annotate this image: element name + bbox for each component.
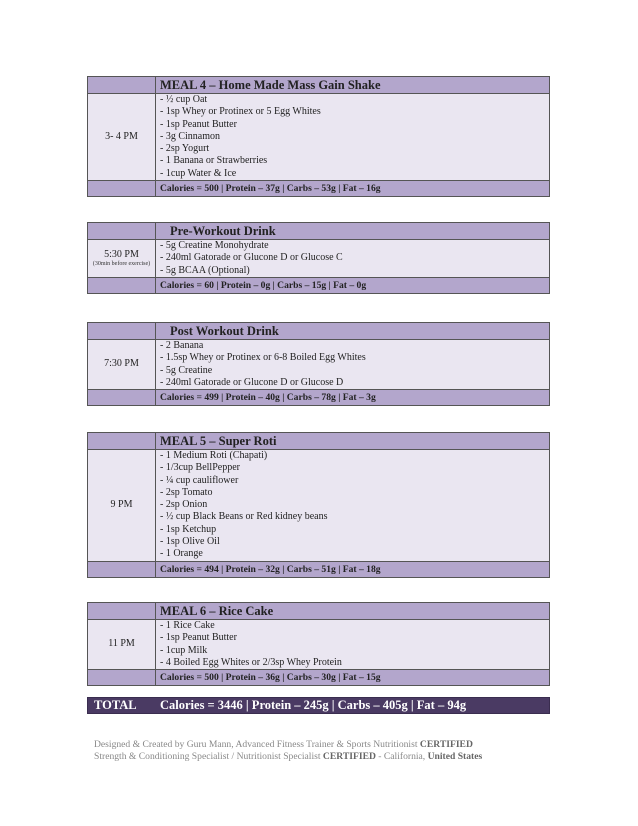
meal-items xyxy=(156,340,549,390)
meal-items xyxy=(156,94,549,181)
summary-spacer xyxy=(88,562,156,577)
meal-item: - 1 Medium Roti (Chapati) xyxy=(160,450,268,461)
meal-items xyxy=(156,620,549,670)
summary-spacer xyxy=(88,181,156,196)
meal-item: - 5g Creatine xyxy=(160,364,213,376)
meal-item: - 1cup Water & Ice xyxy=(160,167,237,179)
meal-item: - 1sp Olive Oil xyxy=(160,536,220,548)
meal-item: - 2sp Onion xyxy=(160,499,208,511)
meal-item: - ¼ cup cauliflower xyxy=(160,474,239,486)
meal-table xyxy=(87,76,550,197)
meal-time xyxy=(88,94,156,181)
meal-title: MEAL 6 – Rice Cake xyxy=(156,603,549,620)
meal-item: - ½ cup Oat xyxy=(160,94,208,105)
header-spacer xyxy=(88,77,156,94)
footer-line-1-bold: CERTIFIED xyxy=(419,739,473,750)
meal-items xyxy=(156,240,549,278)
meal-items xyxy=(156,450,549,562)
meal-item: - 1sp Ketchup xyxy=(160,523,217,535)
meal-title: MEAL 5 – Super Roti xyxy=(156,433,549,450)
meal-table xyxy=(87,432,550,578)
meal-item: - 240ml Gatorade or Glucone D or Glucose C xyxy=(160,252,343,264)
meal-time-label: 3- 4 PM xyxy=(105,130,138,142)
meal-item: - 1 Banana or Strawberries xyxy=(160,155,268,167)
header-spacer xyxy=(88,323,156,340)
meal-item: - 2sp Tomato xyxy=(160,486,213,498)
meal-item: - 1cup Milk xyxy=(160,644,208,656)
meal-item: - 4 Boiled Egg Whites or 2/3sp Whey Protein xyxy=(160,656,342,668)
meal-summary: Calories = 60 | Protein – 0g | Carbs – 15g | Fat – 0g xyxy=(156,278,549,293)
meal-item: - 3g Cinnamon xyxy=(160,130,220,142)
header-spacer xyxy=(88,223,156,240)
meal-item: - 5g BCAA (Optional) xyxy=(160,264,250,276)
meal-time-label: 7:30 PM xyxy=(104,358,139,370)
footer-line-2-bold2: United States xyxy=(427,751,483,762)
total-value: Calories = 3446 | Protein – 245g | Carbs – 405g | Fat – 94g xyxy=(160,698,467,712)
meal-time-label: 9 PM xyxy=(110,499,133,511)
meal-time xyxy=(88,240,156,278)
meal-item: - 5g Creatine Monohydrate xyxy=(160,240,269,251)
meal-item: - 1.5sp Whey or Protinex or 6-8 Boiled Egg Whites xyxy=(160,352,366,364)
total-bar xyxy=(87,697,550,714)
footer-line-2-bold: CERTIFIED xyxy=(322,751,376,762)
meal-item: - 1sp Whey or Protinex or 5 Egg Whites xyxy=(160,106,321,118)
meal-time xyxy=(88,450,156,562)
footer-line-2-mid: - California, xyxy=(375,751,428,762)
footer-line-2 xyxy=(94,751,594,763)
summary-spacer xyxy=(88,670,156,685)
meal-summary: Calories = 499 | Protein – 40g | Carbs – 78g | Fat – 3g xyxy=(156,390,549,405)
meal-summary: Calories = 500 | Protein – 37g | Carbs – 53g | Fat – 16g xyxy=(156,181,549,196)
total-label: TOTAL xyxy=(94,698,137,712)
footer-credit xyxy=(94,739,594,763)
meal-table xyxy=(87,602,550,686)
meal-item: - ½ cup Black Beans or Red kidney beans xyxy=(160,511,328,523)
meal-title: MEAL 4 – Home Made Mass Gain Shake xyxy=(156,77,549,94)
meal-item: - 1 Rice Cake xyxy=(160,620,215,631)
meal-time-note: (30min before exercise) xyxy=(92,261,151,268)
header-spacer xyxy=(88,433,156,450)
meal-time xyxy=(88,620,156,670)
meal-item: - 240ml Gatorade or Glucone D or Glucose D xyxy=(160,376,344,388)
meal-time-label: 5:30 PM xyxy=(104,248,139,260)
meal-title: Pre-Workout Drink xyxy=(156,223,549,240)
meal-item: - 2 Banana xyxy=(160,340,204,351)
meal-summary: Calories = 500 | Protein – 36g | Carbs – 30g | Fat – 15g xyxy=(156,670,549,685)
footer-line-2-text: Strength & Conditioning Specialist / Nutritionist Specialist xyxy=(94,751,323,762)
meal-item: - 1sp Peanut Butter xyxy=(160,118,237,130)
meal-item: - 1sp Peanut Butter xyxy=(160,632,237,644)
meal-summary: Calories = 494 | Protein – 32g | Carbs – 51g | Fat – 18g xyxy=(156,562,549,577)
meal-table xyxy=(87,322,550,406)
footer-line-1-text: Designed & Created by Guru Mann, Advanced Fitness Trainer & Sports Nutritionist xyxy=(94,739,420,750)
meal-time xyxy=(88,340,156,390)
summary-spacer xyxy=(88,278,156,293)
meal-table xyxy=(87,222,550,294)
meal-item: - 1/3cup BellPepper xyxy=(160,462,240,474)
meal-item: - 2sp Yogurt xyxy=(160,143,210,155)
footer-line-1 xyxy=(94,739,594,751)
header-spacer xyxy=(88,603,156,620)
meal-time-label: 11 PM xyxy=(108,638,135,650)
meal-title: Post Workout Drink xyxy=(156,323,549,340)
meal-item: - 1 Orange xyxy=(160,548,203,560)
summary-spacer xyxy=(88,390,156,405)
